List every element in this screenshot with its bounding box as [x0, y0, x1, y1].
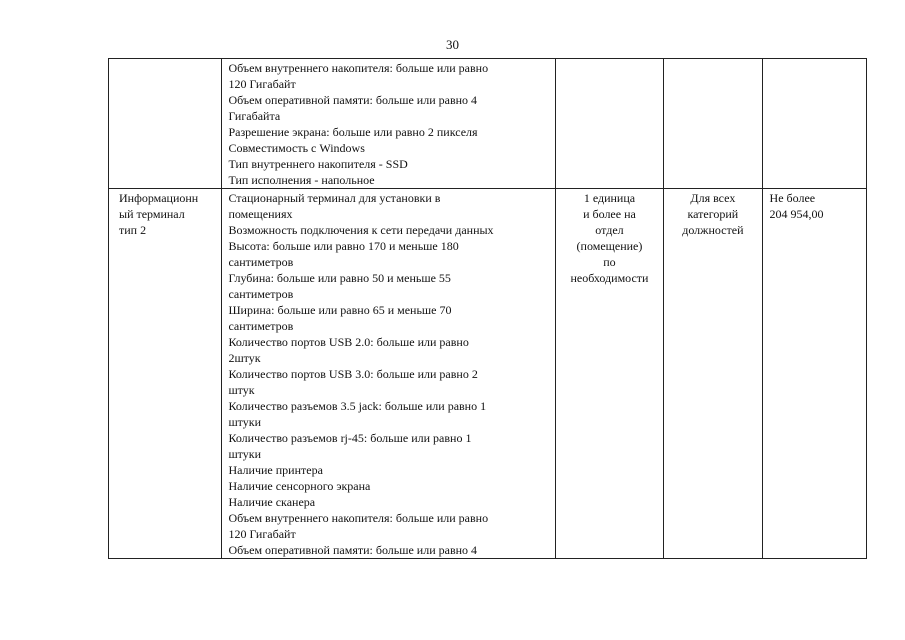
spec-line: Возможность подключения к сети передачи данных [228, 223, 494, 237]
spec-line: штуки [228, 415, 262, 429]
price-cell [762, 189, 866, 559]
spec-line: 2штук [228, 351, 261, 365]
spec-line: Наличие сканера [228, 495, 316, 509]
spec-line: Объем оперативной памяти: больше или равно 4 [228, 543, 478, 557]
spec-line: 120 Гигабайт [228, 77, 296, 91]
price-line: 204 954,00 [769, 207, 824, 221]
category-cell [664, 59, 762, 189]
spec-line: Количество портов USB 2.0: больше или равно [228, 335, 469, 349]
name-cell [109, 189, 222, 559]
spec-line: Наличие принтера [228, 463, 323, 477]
category-line: Для всех [690, 191, 736, 205]
price-cell [762, 59, 866, 189]
quantity-cell [555, 189, 663, 559]
category-line: должностей [682, 223, 744, 237]
name-line: ый терминал [119, 207, 185, 221]
spec-line: Совместимость с Windows [228, 141, 365, 155]
quantity-line: по [603, 255, 616, 269]
quantity-line: (помещение) [576, 239, 643, 253]
spec-line: Объем оперативной памяти: больше или равно 4 [228, 93, 478, 107]
spec-line: Разрешение экрана: больше или равно 2 пикселя [228, 125, 478, 139]
spec-line: сантиметров [228, 319, 294, 333]
quantity-line: отдел [595, 223, 624, 237]
table-row [109, 59, 867, 189]
table-row [109, 189, 867, 559]
quantity-line: 1 единица [583, 191, 636, 205]
spec-line: Ширина: больше или равно 65 и меньше 70 [228, 303, 452, 317]
spec-line: Стационарный терминал для установки в [228, 191, 441, 205]
quantity-cell [555, 59, 663, 189]
spec-line: сантиметров [228, 287, 294, 301]
spec-line: штуки [228, 447, 262, 461]
spec-line: Высота: больше или равно 170 и меньше 180 [228, 239, 459, 253]
spec-line: Объем внутреннего накопителя: больше или равно [228, 511, 489, 525]
category-cell [664, 189, 762, 559]
spec-line: Количество портов USB 3.0: больше или равно 2 [228, 367, 478, 381]
spec-cell [222, 59, 555, 189]
quantity-line: необходимости [570, 271, 649, 285]
spec-line: Тип внутреннего накопителя - SSD [228, 157, 408, 171]
spec-line: штук [228, 383, 255, 397]
spec-line: Наличие сенсорного экрана [228, 479, 371, 493]
name-line: тип 2 [119, 223, 147, 237]
spec-line: Количество разъемов 3.5 jack: больше или равно 1 [228, 399, 487, 413]
spec-line: Количество разъемов rj-45: больше или равно 1 [228, 431, 472, 445]
spec-line: Гигабайта [228, 109, 281, 123]
spec-line: помещениях [228, 207, 293, 221]
page-number: 30 [446, 37, 459, 52]
category-line: категорий [687, 207, 739, 221]
spec-line: сантиметров [228, 255, 294, 269]
price-line: Не более [769, 191, 816, 205]
quantity-line: и более на [583, 207, 636, 221]
spec-line: Объем внутреннего накопителя: больше или равно [228, 61, 489, 75]
spec-line: Глубина: больше или равно 50 и меньше 55 [228, 271, 451, 285]
name-cell [109, 59, 222, 189]
spec-cell [222, 189, 555, 559]
specification-table [108, 58, 867, 559]
spec-line: Тип исполнения - напольное [228, 173, 375, 187]
spec-line: 120 Гигабайт [228, 527, 296, 541]
name-line: Информационн [119, 191, 199, 205]
